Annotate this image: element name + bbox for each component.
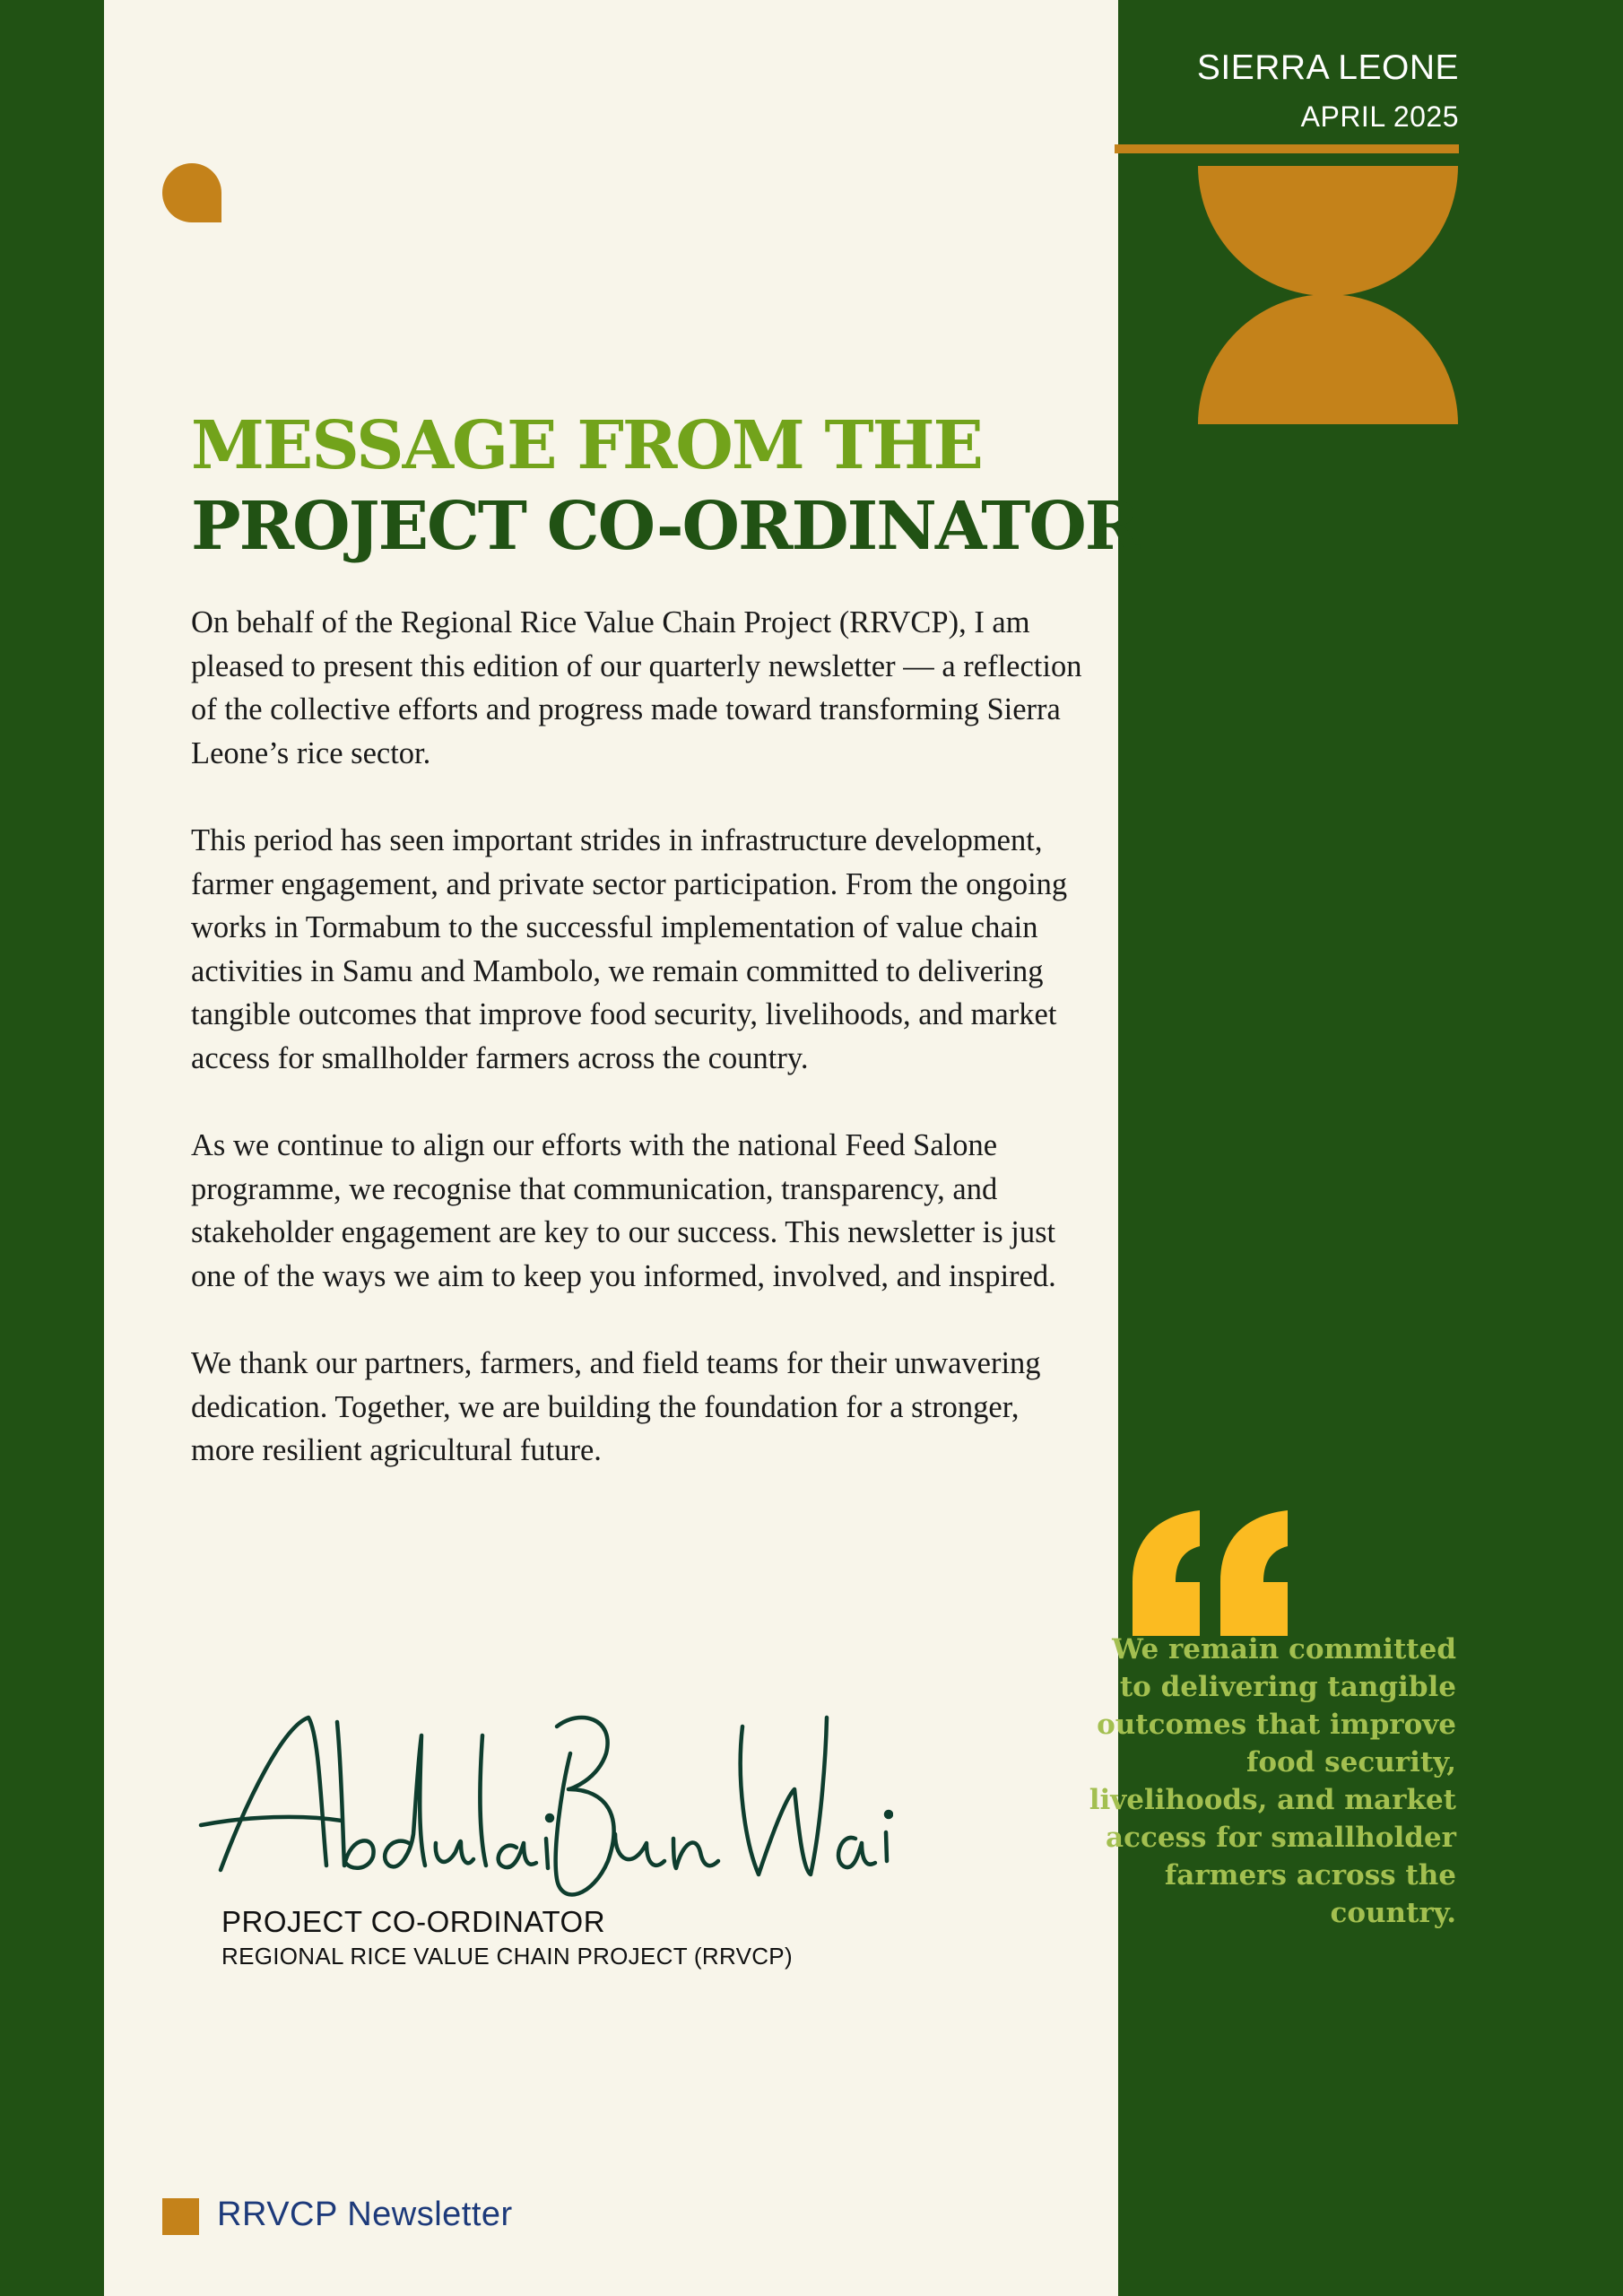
body-paragraph-2: This period has seen important strides in infrastructure development, farmer engagement, and private sector participation. From the ongoing works in Tormabum to the successful implementation of value chain activities in Samu and Mambolo, we remain committed to delivering tangible outcomes that improve food security, livelihoods, and market access for smallholder farmers across the country. xyxy=(191,822,1068,1075)
signatory-role: PROJECT CO-ORDINATOR xyxy=(221,1905,606,1938)
handwritten-signature xyxy=(194,1700,893,1915)
footer-square-icon xyxy=(162,2198,199,2235)
hourglass-decoration xyxy=(1198,166,1458,426)
body-paragraph-1: On behalf of the Regional Rice Value Chain Project (RRVCP), I am pleased to present this edition of our quarterly newsletter — a reflection of the collective efforts and progress made toward transforming Sierra Leone’s rice sector. xyxy=(191,605,1082,770)
header-country: SIERRA LEONE xyxy=(1196,48,1459,87)
page-title xyxy=(191,405,1138,567)
pull-quote: We remain committed to delivering tangible outcomes that improve food security, livelihoods, and market access for smallholder farmers across the country. xyxy=(1089,1633,1456,1929)
footer-label: RRVCP Newsletter xyxy=(217,2196,513,2233)
signatory-organization: REGIONAL RICE VALUE CHAIN PROJECT (RRVCP) xyxy=(221,1943,793,1970)
body-paragraph-4: We thank our partners, farmers, and field teams for their unwavering dedication. Together, we are building the foundation for a stronger, more resilient agricultural future. xyxy=(191,1346,1041,1468)
title-line-1: MESSAGE FROM THE xyxy=(191,407,982,484)
header-date: APRIL 2025 xyxy=(1300,100,1459,133)
title-line-2: PROJECT CO-ORDINATOR xyxy=(191,488,1139,565)
decorative-drop-shape xyxy=(162,163,221,222)
header-divider xyxy=(1115,144,1459,153)
open-double-quote-icon xyxy=(1133,1510,1294,1636)
message-body xyxy=(191,601,1088,1516)
body-paragraph-3: As we continue to align our efforts with the national Feed Salone programme, we recognise that communication, transparency, and stakeholder engagement are key to our success. This newsletter is just one of the ways we aim to keep you informed, involved, and inspired. xyxy=(191,1128,1056,1293)
